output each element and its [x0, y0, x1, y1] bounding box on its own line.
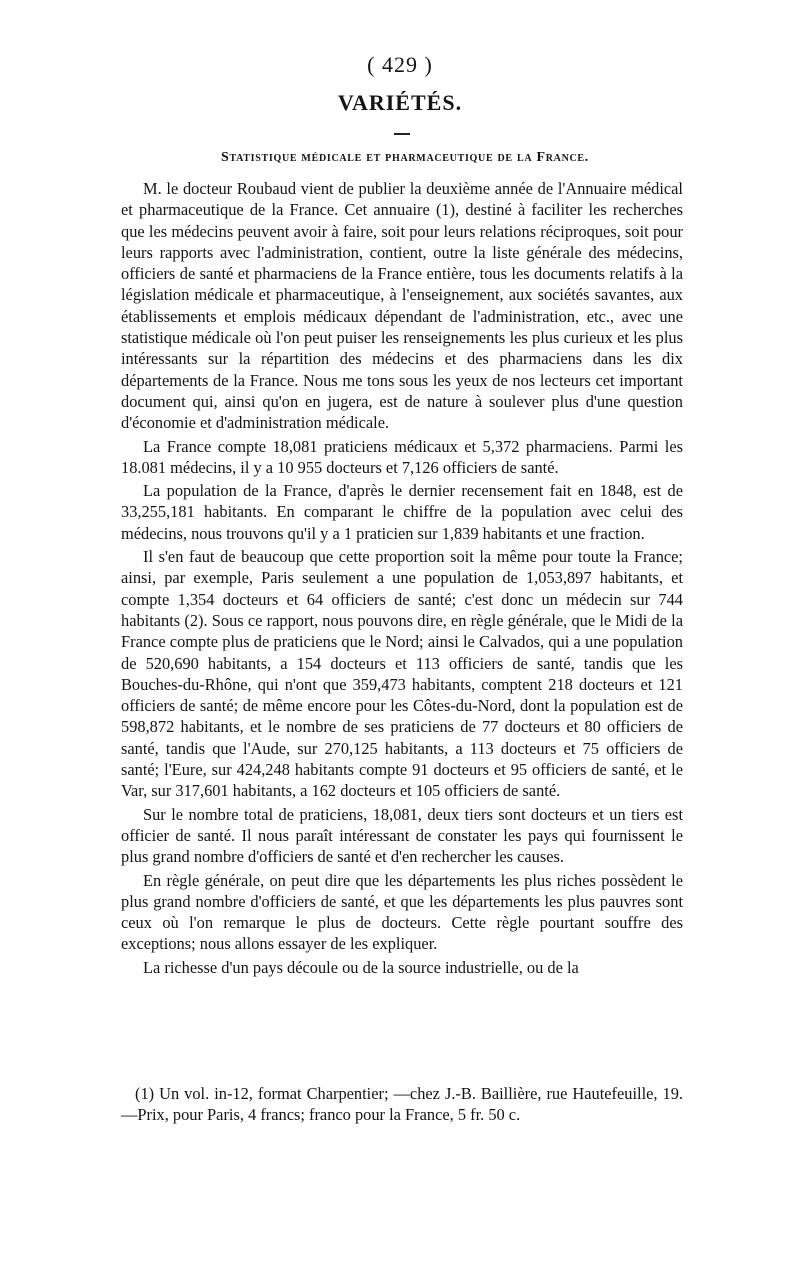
paragraph: Il s'en faut de beaucoup que cette proportion soit la même pour toute la France; ainsi, par exemple, Paris seulement a une population de 1,053,897 habitants, et compte 1,354 docteurs et 64 officiers de santé; c'est donc un médecin sur 744 habitants (2). Sous ce rapport, nous pouvons dire, en règle générale, que le Midi de la France compte plus de praticiens que le Nord; ainsi le Calvados, qui a une population de 520,690 habitants, a 154 docteurs et 113 officiers de santé, tandis que les Bouches-du-Rhône, qui n'ont que 359,473 habitants, comptent 218 docteurs et 121 officiers de santé; de même encore pour les Côtes-du-Nord, dont la population est de 598,872 habitants, et le nombre de ses praticiens de 77 docteurs et 80 officiers de santé, tandis que l'Aude, sur 270,125 habitants, a 113 docteurs et 75 officiers de santé; l'Eure, sur 424,248 habitants compte 91 docteurs et 95 officiers de santé, et le Var, sur 317,601 habitants, a 162 docteurs et 105 officiers de santé.	[121, 547, 683, 801]
page-number: ( 429 )	[367, 52, 433, 77]
paragraph: La France compte 18,081 praticiens médicaux et 5,372 pharmaciens. Parmi les 18.081 médecins, il y a 10 955 docteurs et 7,126 officiers de santé.	[121, 436, 683, 477]
paragraph: La population de la France, d'après le dernier recensement fait en 1848, est de 33,255,181 habitants. En comparant le chiffre de la population avec celui des médecins, nous trouvons qu'il y a 1 praticien sur 1,839 habitants et une fraction.	[121, 481, 683, 543]
title-rule	[394, 133, 410, 135]
paragraph: En règle générale, on peut dire que les départements les plus riches possèdent le plus grand nombre d'officiers de santé, et que les départements les plus pauvres sont ceux où l'on remarque le plus de docteurs. Cette règle pourtant souffre des exceptions; nous allons essayer de les expliquer.	[121, 870, 683, 954]
section-title: VARIÉTÉS.	[337, 90, 463, 115]
paragraph: Sur le nombre total de praticiens, 18,081, deux tiers sont docteurs et un tiers est officier de santé. Il nous paraît intéressant de constater les pays qui fournissent le plus grand nombre d'officiers de santé et d'en rechercher les causes.	[121, 804, 683, 867]
article-title: Statistique médicale et pharmaceutique de la France.	[220, 150, 590, 165]
article-body	[121, 178, 683, 978]
paragraph: M. le docteur Roubaud vient de publier la deuxième année de l'Annuaire médical et pharmaceutique de la France. Cet annuaire (1), destiné à faciliter les recherches que les médecins peuvent avoir à faire, soit pour leurs relations réciproques, soit pour leurs rapports avec l'administration, contient, outre la liste générale des médecins, officiers de santé et pharmaciens de la France entière, tous les documents relatifs à la législation médicale et pharmaceutique, à l'enseignement, aux sociétés savantes, aux établissements et emplois médicaux dépendant de l'administration, etc., avec une statistique médicale où l'on peut puiser les renseignements les plus curieux et les plus intéressants sur la répartition des médecins et des pharmaciens dans les dix départements de la France. Nous me tons sous les yeux de nos lecteurs cet important document qui, ainsi qu'on en jugera, est de nature à soulever plus d'une question d'économie et d'administration médicale.	[121, 179, 683, 433]
footnote	[121, 1083, 683, 1125]
footnote-text: (1) Un vol. in-12, format Charpentier; —chez J.-B. Baillière, rue Hautefeuille, 19. —Prix, pour Paris, 4 francs; franco pour la France, 5 fr. 50 c.	[121, 1084, 683, 1124]
paragraph: La richesse d'un pays découle ou de la source industrielle, ou de la	[143, 957, 579, 977]
